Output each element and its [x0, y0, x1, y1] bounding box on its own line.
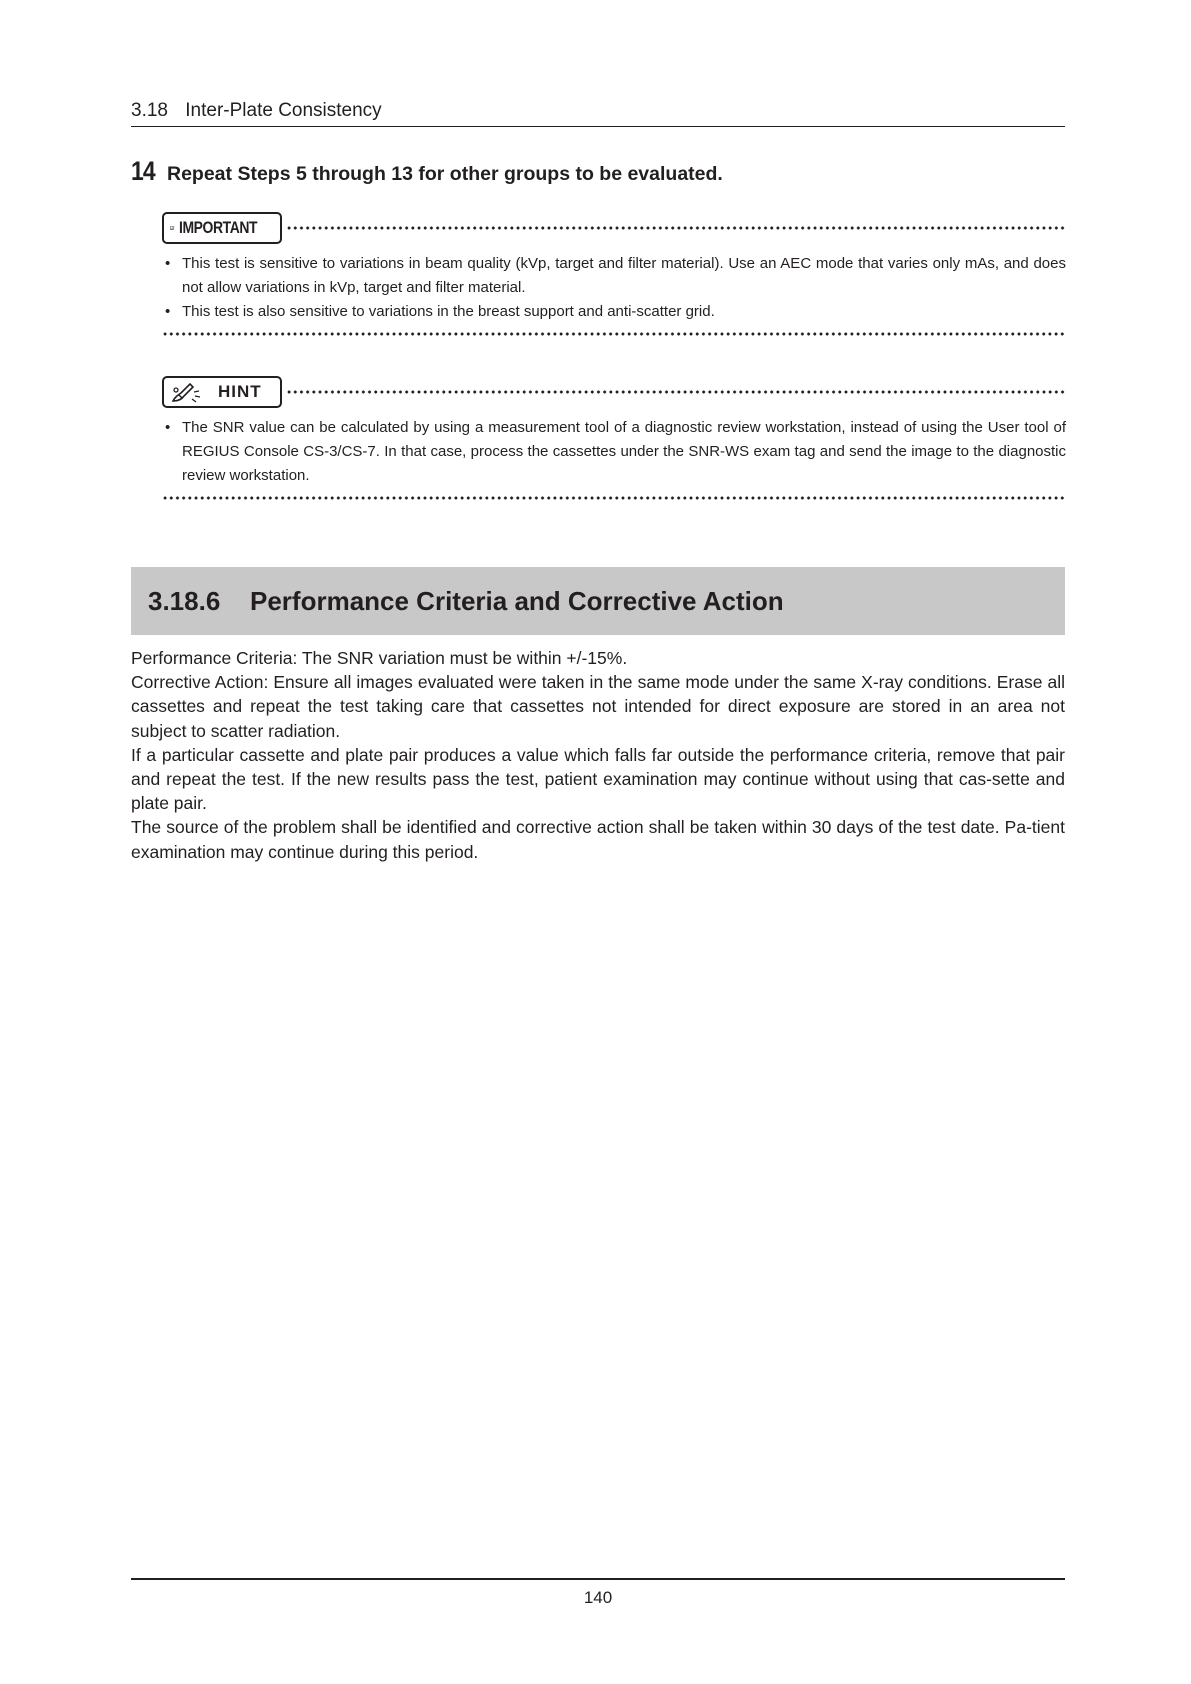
hint-badge: [162, 376, 282, 408]
dotted-rule: [162, 332, 1066, 336]
step-text: Repeat Steps 5 through 13 for other groups to be evaluated.: [167, 163, 723, 185]
list-item: • The SNR value can be calculated by using a measurement tool of a diagnostic review workstation, instead of using the User tool of REGIUS Console CS-3/CS-7. In that case, process the cassettes under the SNR-WS exam tag and send the image to the diagnostic review workstation.: [162, 416, 1066, 488]
section-body: [131, 646, 1065, 864]
important-list: [162, 252, 1066, 324]
hint-header: [162, 374, 1066, 410]
paragraph: Corrective Action: Ensure all images evaluated were taken in the same mode under the same X-ray conditions. Erase all cassettes and repeat the test taking care that cassettes not intended for direct exposure are stored in an area not subject to scatter radiation.: [131, 672, 1065, 741]
important-label: IMPORTANT: [178, 218, 257, 237]
header-section-number: 3.18: [131, 100, 168, 121]
paragraph: Performance Criteria: The SNR variation must be within +/-15%.: [131, 648, 628, 668]
step-number: 14: [131, 156, 155, 186]
paragraph: If a particular cassette and plate pair produces a value which falls far outside the performance criteria, remove that pair and repeat the test. If the new results pass the test, patient examination may continue without using that cas-sette and plate pair.: [131, 744, 1065, 814]
dotted-rule: [286, 390, 1066, 394]
header-section-title: Inter-Plate Consistency: [185, 100, 382, 121]
section-heading: [131, 567, 1065, 635]
section-number: 3.18.6: [148, 585, 221, 616]
hint-note: [162, 374, 1066, 500]
page-number: 140: [583, 1588, 613, 1607]
pencil-note-icon: [170, 218, 175, 238]
list-item: • This test is sensitive to variations in beam quality (kVp, target and filter material). Use an AEC mode that varies only mAs, and does not allow variations in kVp, target and filter material.: [162, 252, 1066, 300]
footer-rule: [131, 1578, 1065, 1580]
important-badge: [162, 212, 282, 244]
hint-label: HINT: [218, 382, 262, 401]
hand-pen-icon: [170, 380, 202, 404]
list-item: • This test is also sensitive to variations in the breast support and anti-scatter grid.: [162, 300, 1066, 324]
dotted-rule: [162, 496, 1066, 500]
dotted-rule: [286, 226, 1066, 230]
important-note: [162, 210, 1066, 336]
hint-list: [162, 416, 1066, 488]
paragraph: The source of the problem shall be identified and corrective action shall be taken within 30 days of the test date. Pa-tient examination may continue during this period.: [131, 817, 1065, 862]
step-14: [131, 156, 1065, 187]
page-header: [131, 100, 1065, 127]
section-title: Performance Criteria and Corrective Action: [250, 585, 784, 616]
important-header: [162, 210, 1066, 246]
